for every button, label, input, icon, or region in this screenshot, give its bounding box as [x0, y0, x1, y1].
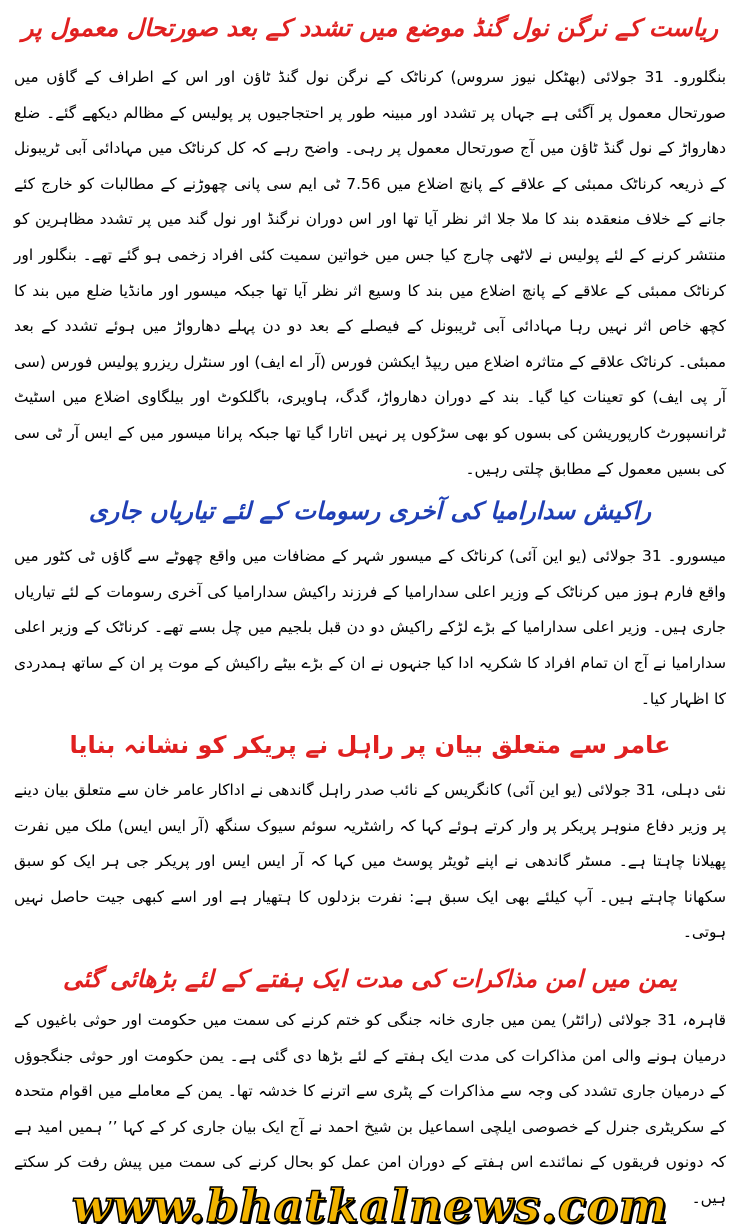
story-headline: ریاست کے نرگن نول گنڈ موضع میں تشدد کے بعد صورتحال معمول پر	[21, 14, 719, 42]
news-story	[14, 6, 726, 487]
story-body: بنگلورو۔ 31 جولائی (بھٹکل نیوز سروس) کرناٹک کے نرگن نول گنڈ ٹاؤن اور اس کے اطراف کے گاؤں میں صورتحال معمول پر آگئی ہے جہاں پر تشدد اور مبینہ طور پر احتجاجیوں پر پولیس کے مظالم دیکھے گئے۔ ضلع دھارواڑ کے نول گنڈ ٹاؤن میں آج صورتحال معمول پر رہی۔ واضح رہے کہ کل کرناٹک میں مہادائی آبی ٹریبونل کے ذریعہ کرناٹک ممبئی کے علاقے کے پانچ اضلاع میں 7.56 ٹی ایم سی پانی چھوڑنے کے مطالبات کو خارج کئے جانے کے خلاف منعقدہ بند کا ملا جلا اثر نظر آیا تھا اور اس دوران نرگنڈ اور نول گند میں پر تشدد مظاہرین کو منتشر کرنے کے لئے پولیس نے لاٹھی چارج کیا جس میں خواتین سمیت کئی افراد زخمی ہو گئے تھے۔ بنگلور اور کرناٹک ممبئی کے علاقے کے پانچ اضلاع میں بند کا وسیع اثر نظر آیا تھا جبکہ میسور اور مانڈیا ضلع میں بند کا کچھ خاص اثر نہیں رہا مہادائی آبی ٹریبونل کے فیصلے کے بعد دو دن پہلے دھارواڑ میں ہوئے تشدد کے بعد ممبئی۔ کرناٹک علاقے کے متاثرہ اضلاع میں ریپڈ ایکشن فورس (آر اے ایف) اور سنٹرل ریزرو پولیس فورس (سی آر پی ایف) کو تعینات کیا گیا۔ بند کے دوران دھارواڑ، گدگ، ہاویری، باگلکوٹ اور بیلگاوی اضلاع میں اسٹیٹ ٹرانسپورٹ کارپوریشن کی بسوں کو بھی سڑکوں پر نہیں اتارا گیا تھا جبکہ پرانا میسور میں کے ایس آر ٹی سی کی بسیں معمول کے مطابق چلتی رہیں۔	[14, 68, 727, 478]
news-story	[14, 489, 726, 717]
story-headline: عامر سے متعلق بیان پر راہل نے پریکر کو نشانہ بنایا	[69, 731, 671, 760]
news-story	[14, 959, 726, 1217]
story-body: قاہرہ، 31 جولائی (رائٹر) یمن میں جاری خانہ جنگی کو ختم کرنے کی سمت میں حکومت اور حوثی باغیوں کے درمیان ہونے والی امن مذاکرات کی مدت ایک ہفتے کے لئے بڑھا دی گئی ہے۔ یمن حکومت اور حوثی جنگجوؤں کے درمیان جاری تشدد کی وجہ سے مذاکرات کے پٹری سے اترنے کا خدشہ تھا۔ یمن کے معاملے میں اقوام متحدہ کے سکریٹری جنرل کے خصوصی ایلچی اسماعیل بن شیخ احمد نے آج ایک بیان جاری کر کے کہا ’’ ہمیں امید ہے کہ دونوں فریقوں کے نمائندے اس ہفتے کے دوران امن عمل کو بحال کرنے کی سمت میں پیش رفت کر سکتے ہیں۔	[14, 1011, 726, 1208]
news-story	[14, 723, 726, 951]
story-headline: یمن میں امن مذاکرات کی مدت ایک ہفتے کے لئے بڑھائی گئی	[62, 965, 678, 994]
story-body: نئی دہلی، 31 جولائی (یو این آئی) کانگریس کے نائب صدر راہل گاندھی نے اداکار عامر خان سے متعلق بیان دینے پر وزیر دفاع منوہر پریکر پر وار کرتے ہوئے کہا کہ راشٹریہ سوئم سیوک سنگھ (آر ایس ایس) ملک میں نفرت پھیلانا چاہتا ہے۔ مسٹر گاندھی نے اپنے ٹویٹر پوسٹ میں کہا کہ آر ایس ایس اور پریکر جی ہر ایک کو سبق سکھانا چاہتے ہیں۔ آپ کیلئے بھی ایک سبق ہے: نفرت بزدلوں کا ہتھیار ہے اور اسے کبھی جیت حاصل نہیں ہوتی۔	[14, 781, 726, 942]
story-headline: راکیش سدارامیا کی آخری رسومات کے لئے تیاریاں جاری	[88, 497, 652, 526]
site-watermark: www.bhatkalnews.com	[71, 1183, 669, 1230]
story-body: میسورو۔ 31 جولائی (یو این آئی) کرناٹک کے میسور شہر کے مضافات میں واقع چھوٹے سے گاؤں ٹی کٹور میں واقع فارم ہوز میں کرناٹک کے وزیر اعلی سدارامیا کے فرزند راکیش سدارامیا کی آخری رسومات کے لئے تیاریاں جاری ہیں۔ وزیر اعلی سدارامیا کے بڑے لڑکے راکیش دو دن قبل بلجیم میں چل بسے تھے۔ کرناٹک کے وزیر اعلی سدارامیا نے آج ان تمام افراد کا شکریہ ادا کیا جنہوں نے ان کے بڑے بیٹے راکیش کے موت پر ان کے ساتھ ہمدردی کا اظہار کیا۔	[14, 547, 726, 708]
